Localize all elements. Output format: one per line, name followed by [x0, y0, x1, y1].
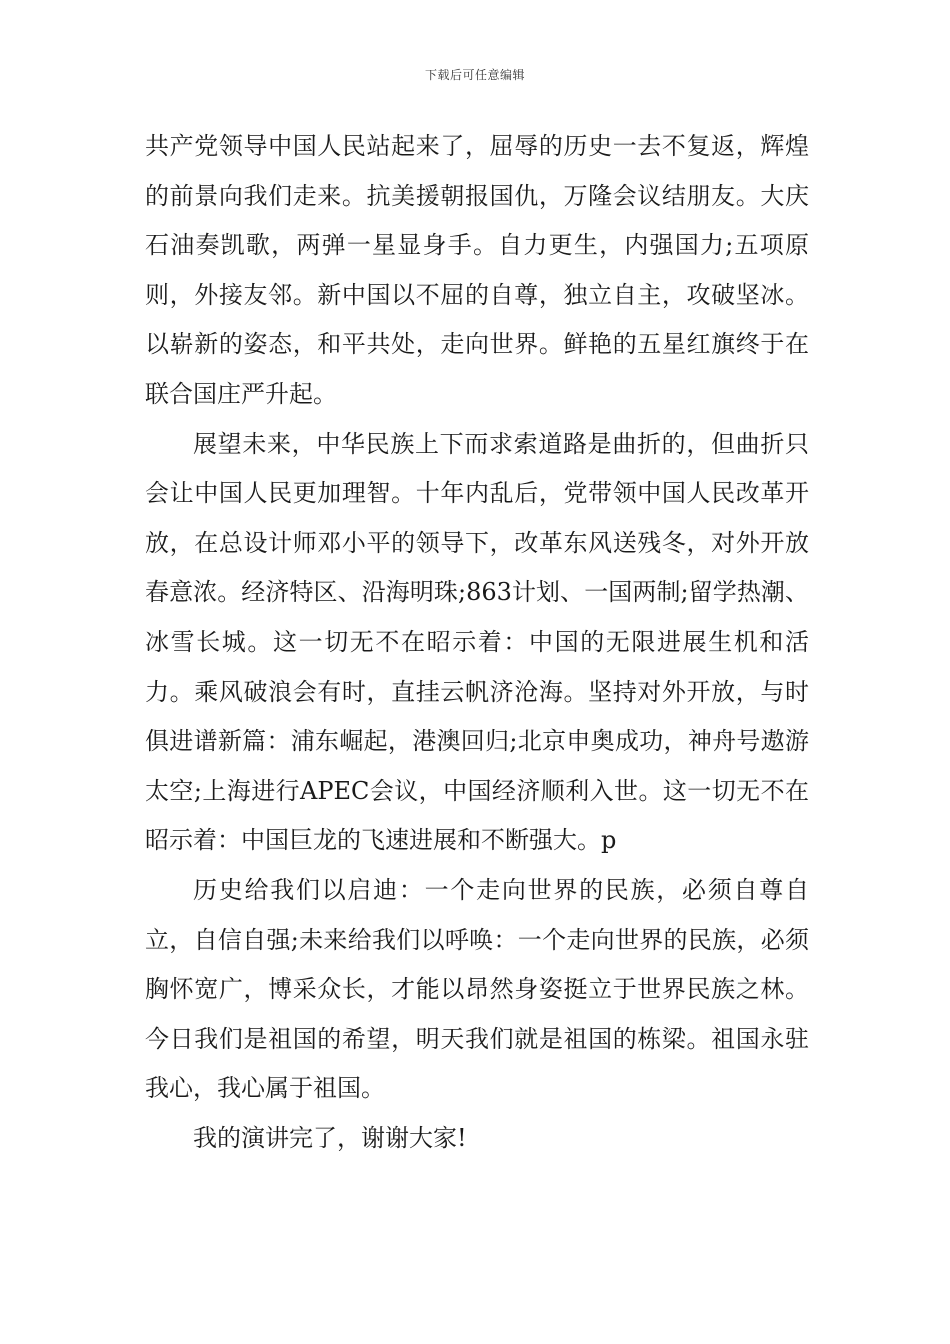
- page-header: 下载后可任意编辑: [424, 68, 525, 82]
- paragraph-2: 展望未来，中华民族上下而求索道路是曲折的，但曲折只会让中国人民更加理智。十年内乱后，党带领中国人民改革开放，在总设计师邓小平的领导下，改革东风送残冬，对外开放春意浓。经济特区、沿海明珠;863计划、一国两制;留学热潮、冰雪长城。这一切无不在昭示着：中国的无限进展生机和活力。乘风破浪会有时，直挂云帆济沧海。坚持对外开放，与时俱进谱新篇：浦东崛起，港澳回归;北京申奥成功，神舟号遨游太空;上海进行APEC会议，中国经济顺利入世。这一切无不在昭示着：中国巨龙的飞速进展和不断强大。p: [145, 429, 809, 855]
- paragraph-4: 我的演讲完了，谢谢大家!: [193, 1123, 467, 1152]
- paragraph-1: 共产党领导中国人民站起来了，屈辱的历史一去不复返，辉煌的前景向我们走来。抗美援朝报国仇，万隆会议结朋友。大庆石油奏凯歌，两弹一星显身手。自力更生，内强国力;五项原则，外接友邻。新中国以不屈的自尊，独立自主，攻破坚冰。以崭新的姿态，和平共处，走向世界。鲜艳的五星红旗终于在联合国庄严升起。: [145, 132, 809, 408]
- document-body: [145, 122, 809, 1163]
- paragraph-3: 历史给我们以启迪：一个走向世界的民族，必须自尊自立，自信自强;未来给我们以呼唤：一个走向世界的民族，必须胸怀宽广，博采众长，才能以昂然身姿挺立于世界民族之林。今日我们是祖国的希望，明天我们就是祖国的栋梁。祖国永驻我心，我心属于祖国。: [145, 875, 809, 1103]
